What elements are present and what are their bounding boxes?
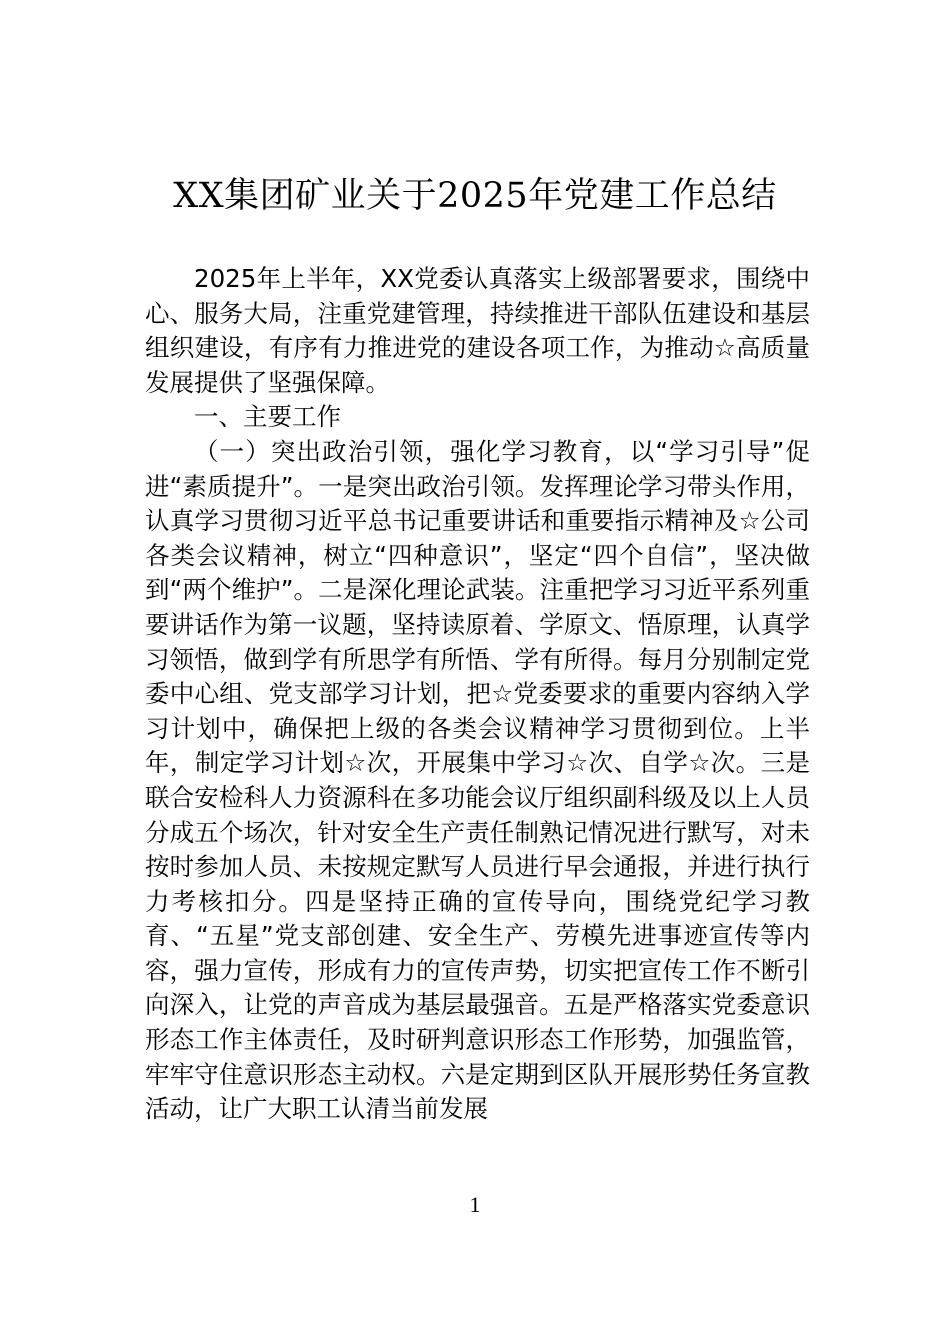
body-paragraph: （一）突出政治引领，强化学习教育，以“学习引导”促进“素质提升”。一是突出政治引领。发挥理论学习带头作用，认真学习贯彻习近平总书记重要讲话和重要指示精神及☆公司各类会议精神，树立“四种意识”，坚定“四个自信”，坚决做到“两个维护”。二是深化理论武装。注重把学习习近平系列重要讲话作为第一议题，坚持读原着、学原文、悟原理，认真学习领悟，做到学有所思学有所悟、学有所得。每月分别制定党委中心组、党支部学习计划，把☆党委要求的重要内容纳入学习计划中，确保把上级的各类会议精神学习贯彻到位。上半年，制定学习计划☆次，开展集中学习☆次、自学☆次。三是联合安检科人力资源科在多功能会议厅组织副科级及以上人员分成五个场次，针对安全生产责任制熟记情况进行默写，对未按时参加人员、未按规定默写人员进行早会通报，并进行执行力考核扣分。四是坚持正确的宣传导向，围绕党纪学习教育、“五星”党支部创建、安全生产、劳模先进事迹宣传等内容，强力宣传，形成有力的宣传声势，切实把宣传工作不断引向深入，让党的声音成为基层最强音。五是严格落实党委意识形态工作主体责任，及时研判意识形态工作形势，加强监管，牢牢守住意识形态主动权。六是定期到区队开展形势任务宣教活动，让广大职工认清当前发展 — [145, 436, 810, 1124]
intro-paragraph: 2025年上半年，XX党委认真落实上级部署要求，围绕中心、服务大局，注重党建管理，持续推进干部队伍建设和基层组织建设，有序有力推进党的建设各项工作，为推动☆高质量发展提供了坚强保障。 — [145, 264, 810, 397]
document-body — [145, 262, 810, 1127]
section-heading: 一、主要工作 — [194, 402, 341, 432]
document-title: XX集团矿业关于2025年党建工作总结 — [173, 176, 777, 216]
page-number: 1 — [469, 1192, 481, 1217]
